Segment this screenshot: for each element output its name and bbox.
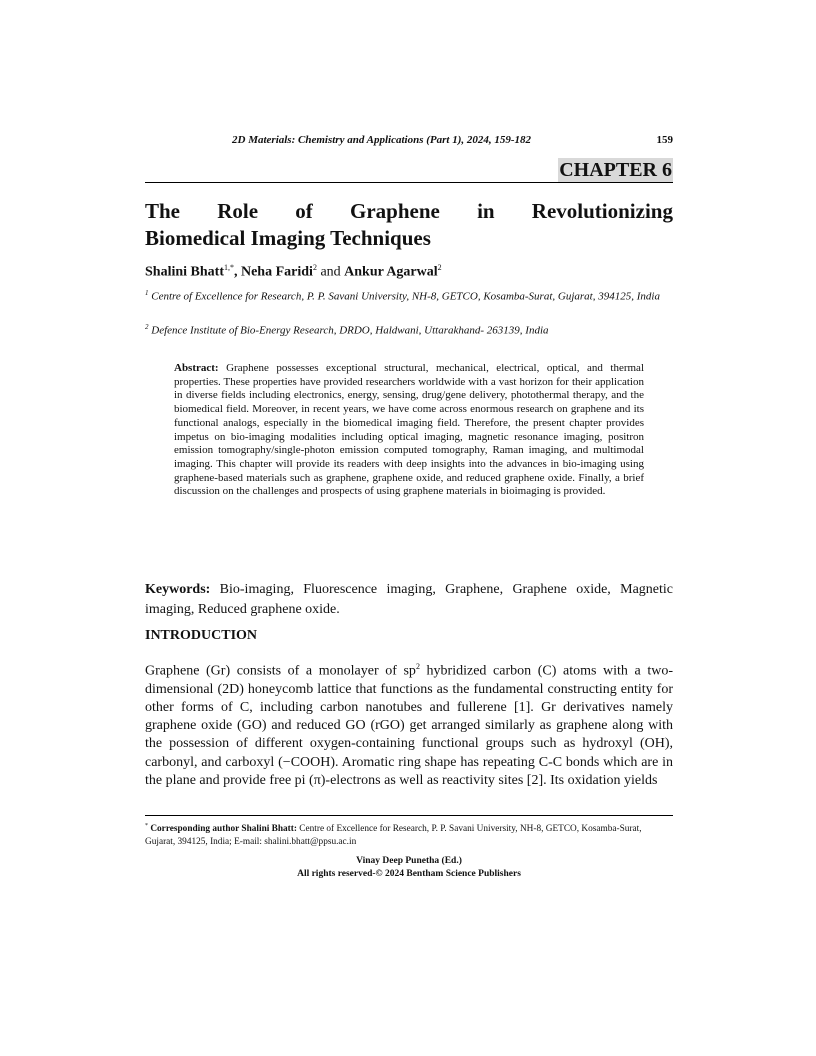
title-word: Graphene [350,199,440,223]
rights-line: All rights reserved-© 2024 Bentham Science Publishers [297,868,521,879]
paragraph-text: hybridized carbon (C) atoms with a two-dimensional (2D) honeycomb lattice that functions as the fundamental constructing entity for other forms of C, including carbon nanotubes and fullerene [1]. Gr derivatives namely graphene oxide (GO) and reduced GO (rGO) get arranged similarly as graphene along with the possession of different oxygen-containing functional groups such as hydroxyl (OH), carbonyl, and carboxyl (−COOH). Aromatic ring shape has repeating C-C bonds which are in the plane and provide free pi (π)-electrons as well as reactivity sites [2]. Its oxidation yields [145,663,673,788]
keywords [145,580,673,620]
abstract-label: Abstract: [174,362,219,374]
author-separator: and [316,264,345,280]
footnote [145,820,673,848]
author-affil-mark: 2 [312,263,317,272]
page-number: 159 [656,134,673,146]
footnote-text: Centre of Excellence for Research, P. P. Savani University, NH-8, GETCO, Kosamba-Surat, Gujarat, 394125, India; E-mail: shalini.bhatt@ppsu.ac.in [145,824,642,847]
author-name: Shalini Bhatt [145,264,224,280]
author-separator: , [233,264,241,280]
affiliation-mark: 2 [145,323,149,331]
author-affil-mark: 1,* [223,263,234,272]
abstract [174,362,644,499]
footnote-mark: * [145,823,148,829]
chapter-title [145,198,673,252]
editor-line: Vinay Deep Punetha (Ed.) [356,856,462,866]
section-heading: INTRODUCTION [145,628,258,643]
body-paragraph [145,658,673,790]
running-head-title [232,134,531,146]
affiliation [145,286,673,305]
year-pages: , 2024, 159-182 [461,134,532,146]
publisher-info [145,855,673,880]
paragraph-text: Graphene (Gr) consists of a monolayer of sp [145,663,416,679]
footnote-label: Corresponding author Shalini Bhatt: [148,824,297,835]
chapter-rule [145,182,673,183]
superscript: 2 [415,662,420,671]
author-affil-mark: 2 [437,263,442,272]
book-title: 2D Materials: Chemistry and Applications (Part 1) [232,134,462,146]
author-list [145,263,442,281]
keywords-text: Bio-imaging, Fluorescence imaging, Graphene, Graphene oxide, Magnetic imaging, Reduced graphene oxide. [145,582,673,617]
chapter-title-line2: Biomedical Imaging Techniques [145,226,431,250]
author-name: Neha Faridi [240,264,313,280]
title-word: Revolutionizing [531,199,673,223]
title-word: Role [217,199,259,223]
affiliation-text: Defence Institute of Bio-Energy Research, DRDO, Haldwani, Uttarakhand- 263139, India [148,324,549,337]
title-word: of [295,199,313,223]
footnote-rule [145,815,673,816]
abstract-text: Graphene possesses exceptional structural, mechanical, electrical, optical, and thermal properties. These properties have provided researchers worldwide with a vast horizon for their application in diverse fields including electronics, energy, sensing, drug/gene delivery, photothermal therapy, and the biomedical field. Moreover, in recent years, we have come across enormous research on graphene and its functional analogs, especially in the biomedical imaging field. Therefore, the present chapter provides impetus on bio-imaging modalities including optical imaging, magnetic resonance imaging, positron emission tomography/single-photon emission computed tomography, Raman imaging, and multimodal imaging. This chapter will provide its readers with deep insights into the advances in bio-imaging using graphene-based materials such as graphene, graphene oxide, and reduced graphene oxide. Finally, a brief discussion on the challenges and prospects of using graphene materials in bioimaging is provided. [174,362,644,498]
keywords-label: Keywords: [145,582,211,597]
affiliation [145,320,673,339]
title-word: The [145,199,181,223]
title-word: in [477,199,495,223]
chapter-title-line1 [145,198,673,225]
chapter-label: CHAPTER 6 [559,159,672,181]
affiliation-text: Centre of Excellence for Research, P. P. Savani University, NH-8, GETCO, Kosamba-Surat, Gujarat, 394125, India [148,290,660,303]
affiliation-mark: 1 [145,289,149,297]
author-name: Ankur Agarwal [344,264,438,280]
